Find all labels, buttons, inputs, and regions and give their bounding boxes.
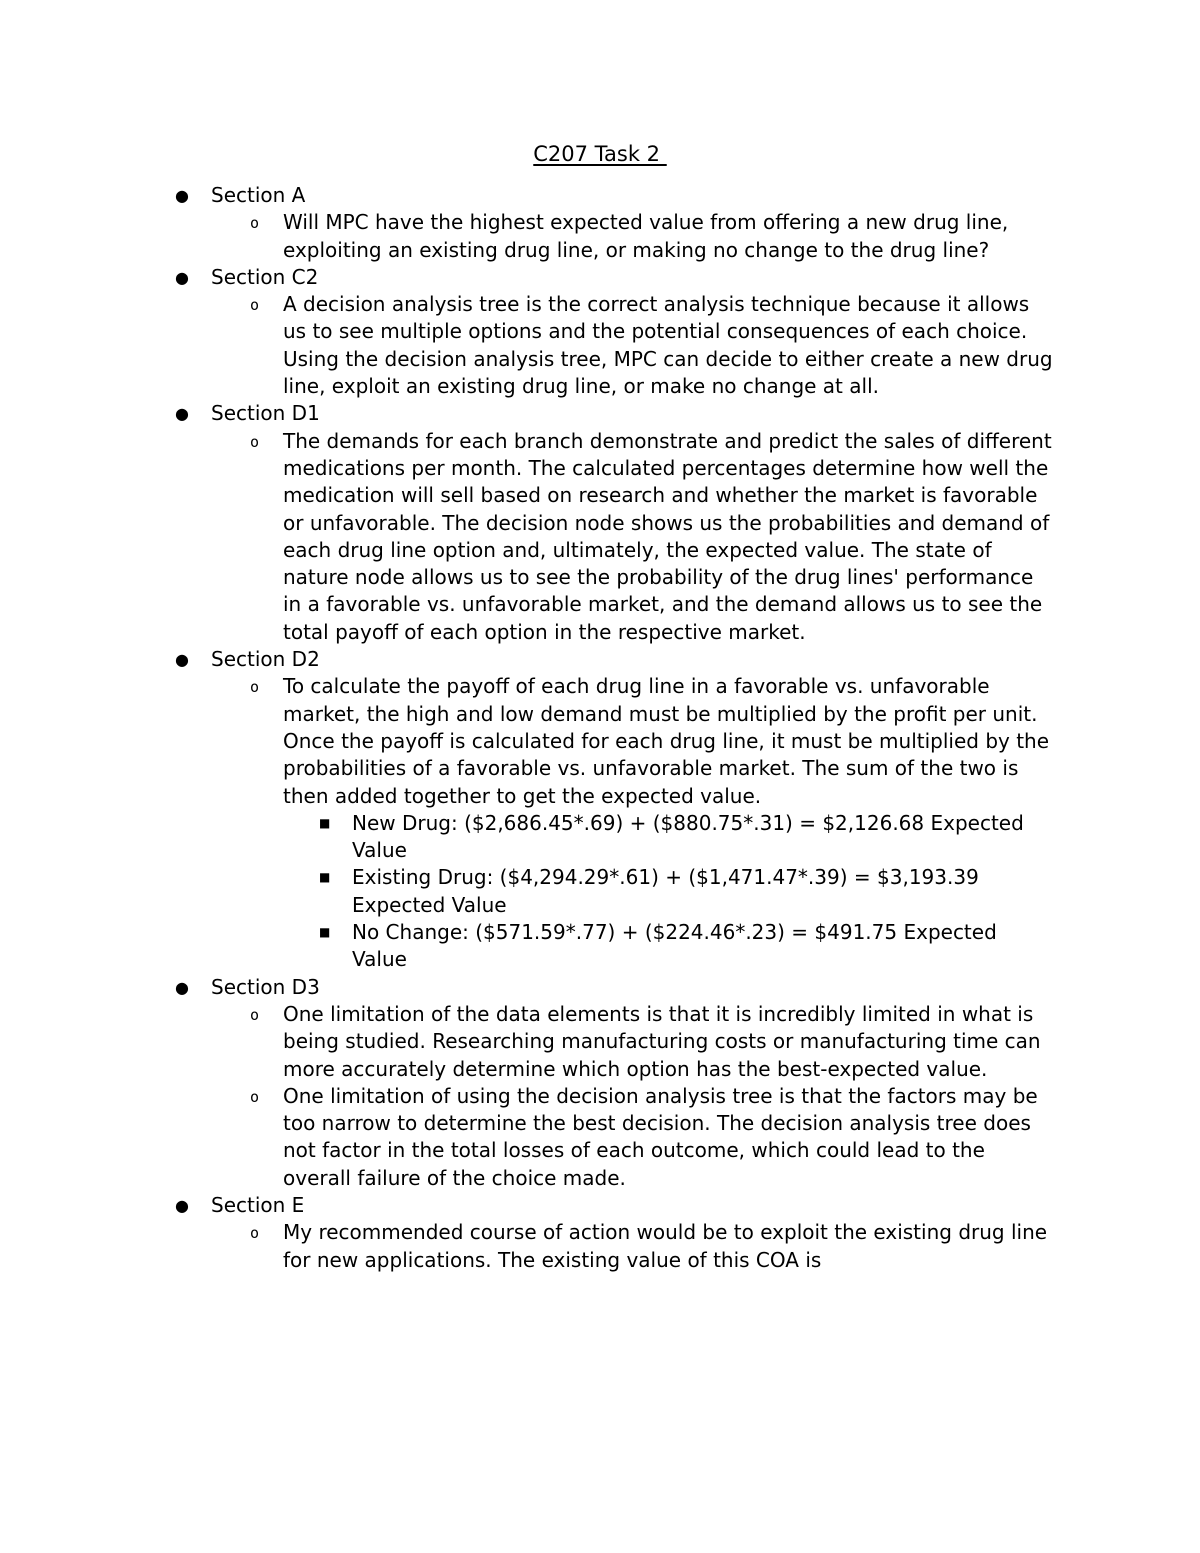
list-item-text: A decision analysis tree is the correct analysis technique because it allows us to see multiple options and the potential consequences of each choice. Using the decision analysis tree, MPC can decide to either create a new drug line, exploit an existing drug line, or make no change at all. xyxy=(283,292,1053,399)
list-item-text: Will MPC have the highest expected value from offering a new drug line, exploiting an existing drug line, or making no change to the drug line? xyxy=(283,210,1009,262)
section-d1 xyxy=(0,400,1200,646)
bullet-dot-icon: ● xyxy=(175,650,189,670)
document-title-text: C207 Task 2 xyxy=(533,142,667,166)
calculation-text: No Change: ($571.59*.77) + ($224.46*.23) = $491.75 Expected Value xyxy=(352,920,997,972)
list-item xyxy=(0,1083,1055,1192)
section-e xyxy=(0,1192,1200,1274)
section-heading xyxy=(0,974,1091,1001)
bullet-square-icon: ■ xyxy=(319,870,331,885)
list-item xyxy=(0,1219,1055,1274)
bullet-circle-icon: o xyxy=(250,1087,260,1106)
list-item-text: One limitation of using the decision analysis tree is that the factors may be too narrow to determine the best decision. The decision analysis tree does not factor in the total losses of each outcome, which could lead to the overall failure of the choice made. xyxy=(283,1083,1038,1190)
section-label: Section C2 xyxy=(211,264,319,289)
list-item-text: The demands for each branch demonstrate and predict the sales of different medications per month. The calculated percentages determine how well the medication will sell based on research and whether the market is favorable or unfavorable. The decision node shows us the probabilities and demand of each drug line option and, ultimately, the expected value. The state of nature node allows us to see the probability of the drug lines' performance in a favorable vs. unfavorable market, and the demand allows us to see the total payoff of each option in the respective market. xyxy=(283,428,1052,644)
section-label: Section E xyxy=(211,1192,305,1217)
bullet-dot-icon: ● xyxy=(175,404,189,424)
bullet-circle-icon: o xyxy=(250,1224,260,1243)
calculation-text: Existing Drug: ($4,294.29*.61) + ($1,471.47*.39) = $3,193.39 Expected Value xyxy=(352,865,979,917)
bullet-square-icon: ■ xyxy=(319,925,331,940)
calculation-item-existing-drug xyxy=(0,864,1054,919)
bullet-circle-icon: o xyxy=(250,296,260,315)
bullet-dot-icon: ● xyxy=(175,267,189,287)
section-heading xyxy=(0,182,1091,209)
document-title xyxy=(0,141,1200,168)
calculation-item-new-drug xyxy=(0,810,1054,865)
bullet-circle-icon: o xyxy=(250,214,260,233)
list-item xyxy=(0,428,1055,646)
calculation-text: New Drug: ($2,686.45*.69) + ($880.75*.31) = $2,126.68 Expected Value xyxy=(352,810,1024,863)
section-heading xyxy=(0,646,1091,673)
section-label: Section D2 xyxy=(211,647,320,672)
bullet-circle-icon: o xyxy=(250,678,260,697)
section-d2 xyxy=(0,646,1200,974)
list-item-text: My recommended course of action would be to exploit the existing drug line for new applications. The existing value of this COA is xyxy=(283,1220,1048,1272)
list-item-text: To calculate the payoff of each drug line in a favorable vs. unfavorable market, the high and low demand must be multiplied by the profit per unit. Once the payoff is calculated for each drug line, it must be multiplied by the probabilities of a favorable vs. unfavorable market. The sum of the two is then added together to get the expected value. xyxy=(283,674,1050,808)
section-heading xyxy=(0,1192,1091,1219)
bullet-circle-icon: o xyxy=(250,432,260,451)
section-label: Section D1 xyxy=(211,401,320,426)
bullet-square-icon: ■ xyxy=(319,815,331,830)
list-item-text: One limitation of the data elements is that it is incredibly limited in what is being studied. Researching manufacturing costs or manufacturing time can more accurately determine which option has the best-expected value. xyxy=(283,1001,1041,1081)
section-a xyxy=(0,182,1200,264)
calculation-item-no-change xyxy=(0,919,1054,974)
section-label: Section D3 xyxy=(211,974,320,999)
list-item xyxy=(0,291,1055,400)
section-d3 xyxy=(0,974,1200,1192)
document-content xyxy=(0,182,1200,1274)
bullet-dot-icon: ● xyxy=(175,977,189,997)
list-item xyxy=(0,673,1055,809)
bullet-dot-icon: ● xyxy=(175,186,189,205)
section-heading xyxy=(0,400,1091,427)
section-c2 xyxy=(0,264,1200,400)
list-item xyxy=(0,209,1055,264)
bullet-circle-icon: o xyxy=(250,1005,260,1024)
section-label: Section A xyxy=(211,183,306,207)
section-heading xyxy=(0,264,1091,291)
list-item xyxy=(0,1001,1055,1083)
bullet-dot-icon: ● xyxy=(175,1195,189,1215)
